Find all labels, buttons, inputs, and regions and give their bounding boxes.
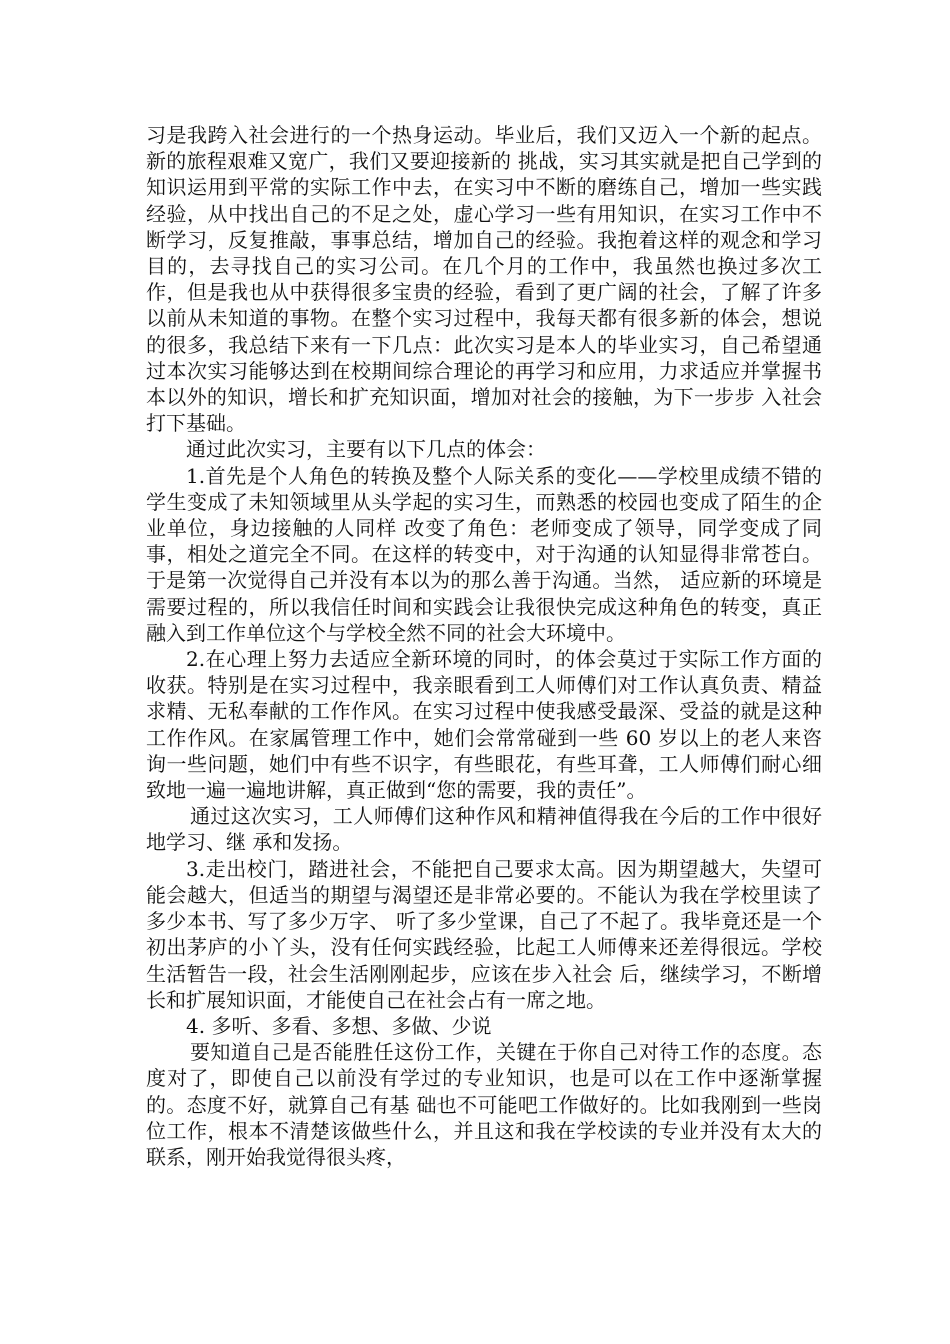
paragraph-point-1: 1.首先是个人角色的转换及整个人际关系的变化——学校里成绩不错的学生变成了未知领域里从头学起的实习生，而熟悉的校园也变成了陌生的企业单位，身边接触的人同样 改变了角色：老师变成了领导，同学变成了同事，相处之道完全不同。在这样的转变中，对于沟通的认知显得非常苍白。于是第一次觉得自己并没有本以为的那么善于沟通。当然， 适应新的环境是需要过程的，所以我信任时间和实践会让我很快完成这种角色的转变，真正融入到工作单位这个与学校全然不同的社会大环境中。 <box>146 463 822 645</box>
paragraph-summary-heading: 通过此次实习，主要有以下几点的体会： <box>186 437 546 462</box>
paragraph-point-4-body: 要知道自己是否能胜任这份工作，关键在于你自己对待工作的态度。态度对了，即使自己以前没有学过的专业知识，也是可以在工作中逐渐掌握的。态度不好，就算自己有基 础也不可能吧工作做好的。比如我刚到一些岗位工作，根本不清楚该做些什么，并且这和我在学校读的专业并没有太大的联系，刚开始我觉得很头疼， <box>146 1040 822 1169</box>
paragraph-point-4-heading: 4. 多听、多看、多想、多做、少说 <box>186 1013 492 1038</box>
document-body <box>146 122 822 1170</box>
paragraph-point-3: 3.走出校门，踏进社会，不能把自己要求太高。因为期望越大，失望可能会越大，但适当的期望与渴望还是非常必要的。不能认为我在学校里读了多少本书、写了多少万字、 听了多少堂课，自己了不起了。我毕竟还是一个初出茅庐的小丫头，没有任何实践经验，比起工人师傅来还差得很远。学校生活暂告一段，社会生活刚刚起步，应该在步入社会 后，继续学习，不断增长和扩展知识面，才能使自己在社会占有一席之地。 <box>146 856 822 1012</box>
paragraph-point-2: 2.在心理上努力去适应全新环境的同时，的体会莫过于实际工作方面的收获。特别是在实习过程中，我亲眼看到工人师傅们对工作认真负责、精益求精、无私奉献的工作作风。在实习过程中使我感受最深、受益的就是这种工作作风。在家属管理工作中，她们会常常碰到一些 60 岁以上的老人来咨询一些问题，她们中有些不识字，有些眼花，有些耳聋，工人师傅们耐心细致地一遍一遍地讲解，真正做到“您的需要，我的责任”。 <box>146 647 822 803</box>
paragraph-point-2-followup: 通过这次实习，工人师傅们这种作风和精神值得我在今后的工作中很好地学习、继 承和发扬。 <box>146 804 822 855</box>
paragraph-intro: 习是我跨入社会进行的一个热身运动。毕业后，我们又迈入一个新的起点。新的旅程艰难又宽广，我们又要迎接新的 挑战，实习其实就是把自己学到的知识运用到平常的实际工作中去，在实习中不断的磨练自己，增加一些实践经验，从中找出自己的不足之处，虚心学习一些有用知识，在实习工作中不断学习，反复推敲，事事总结，增加自己的经验。我抱着这样的观念和学习目的，去寻找自己的实习公司。在几个月的工作中，我虽然也换过多次工作，但是我也从中获得很多宝贵的经验，看到了更广阔的社会，了解了许多以前从未知道的事物。在整个实习过程中，我每天都有很多新的体会，想说的很多，我总结下来有一下几点：此次实习是本人的毕业实习，自己希望通过本次实习能够达到在校期间综合理论的再学习和应用，力求适应并掌握书本以外的知识，增长和扩充知识面，增加对社会的接触，为下一步步 入社会打下基础。 <box>146 123 822 436</box>
